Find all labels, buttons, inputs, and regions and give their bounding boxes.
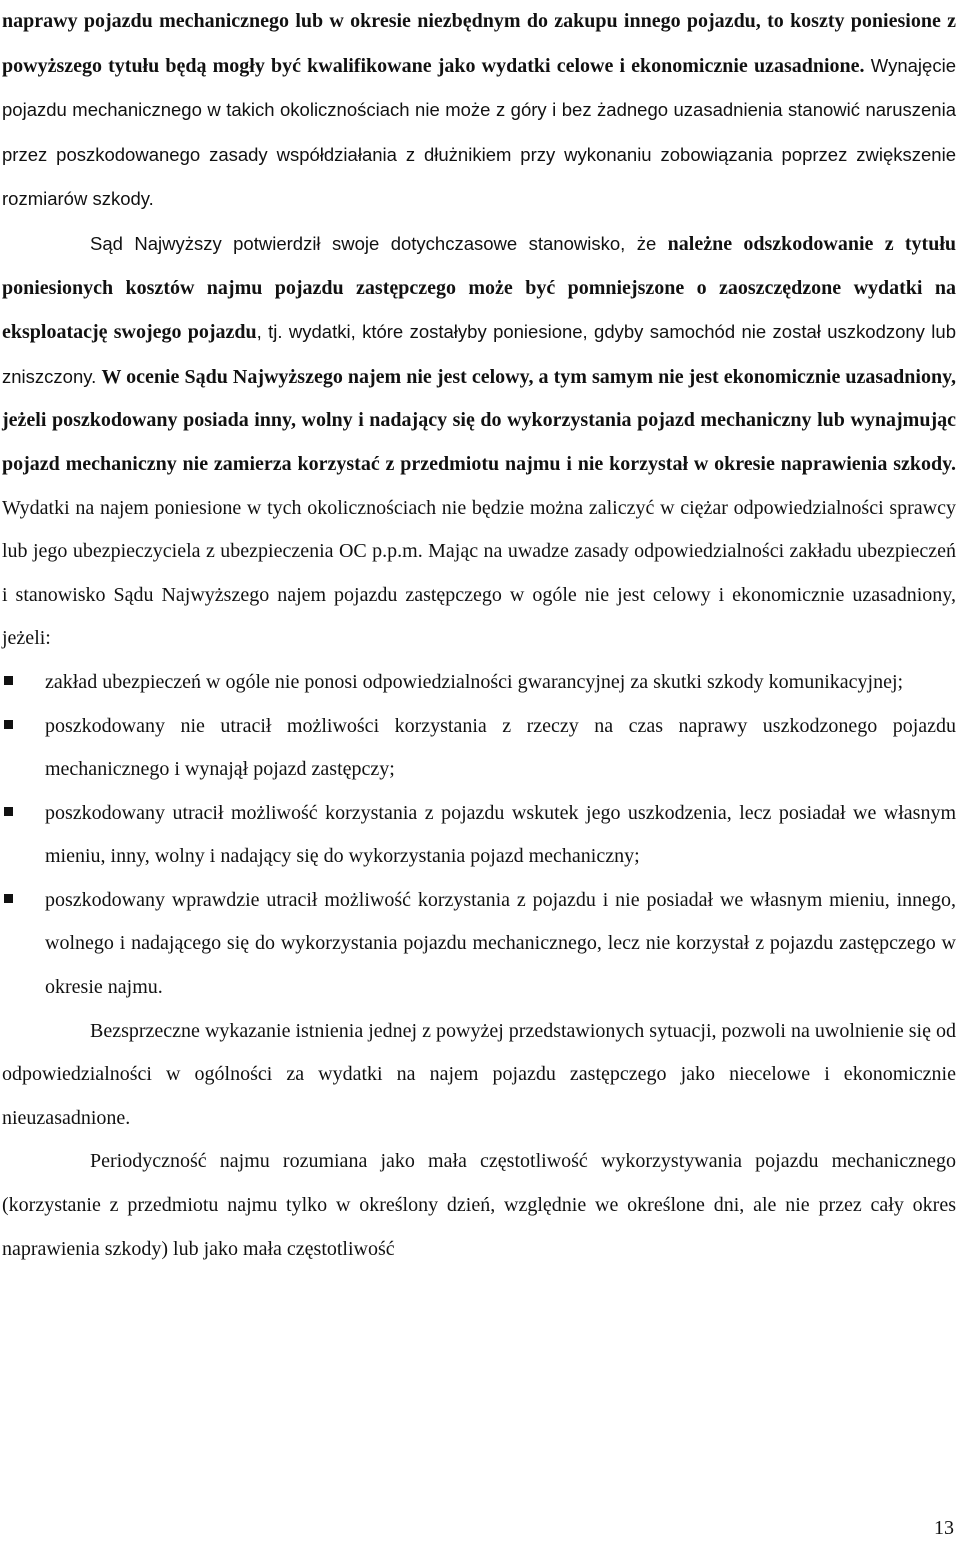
page-number: 13	[934, 1517, 954, 1539]
list-item	[2, 705, 956, 792]
bold-text: naprawy pojazdu mechanicznego lub w okresie niezbędnym do zakupu innego pojazdu, to koszty poniesione z powyższego tytułu będą mogły być kwalifikowane jako wydatki celowe i ekonomicznie uzasadnione.	[2, 10, 956, 77]
sans-text: Wynajęcie pojazdu mechanicznego w takich okolicznościach nie może z góry i bez żadnego uzasadnienia stanowić naruszenia przez poszkodowanego zasady współdziałania z dłużnikiem przy wykonaniu zobowiązania poprzez zwiększenie rozmiarów szkody.	[2, 54, 956, 210]
list-item-text: poszkodowany wprawdzie utracił możliwość korzystania z pojazdu i nie posiadał we własnym mieniu, innego, wolnego i nadającego się do wykorzystania pojazdu mechanicznego, lecz nie korzystał z pojazdu zastępczego w okresie najmu.	[45, 888, 956, 999]
square-bullet-icon	[4, 720, 13, 729]
paragraph-3: Bezsprzeczne wykazanie istnienia jednej z powyżej przedstawionych sytuacji, pozwoli na uwolnienie się od odpowiedzialności w ogólności za wydatki na najem pojazdu zastępczego jako niecelowe i ekonomicznie nieuzasadnione.	[2, 1019, 956, 1129]
paragraph-4: Periodyczność najmu rozumiana jako mała częstotliwość wykorzystywania pojazdu mechanicznego (korzystanie z przedmiotu najmu tylko w określony dzień, względnie we określone dni, ale nie przez cały okres naprawienia szkody) lub jako mała częstotliwość	[2, 1150, 956, 1260]
square-bullet-icon	[4, 894, 13, 903]
bold-text: należne odszkodowanie z tytułu poniesionych kosztów najmu pojazdu zastępczego może być pomniejszone o zaoszczędzone wydatki na eksploatację swojego pojazdu	[2, 232, 957, 344]
paragraph-1	[2, 0, 956, 222]
sans-text: , tj. wydatki, które zostałyby poniesione, gdyby samochód nie został uszkodzony lub zniszczony.	[2, 321, 956, 387]
regular-text: Wydatki na najem poniesione w tych okolicznościach nie będzie można zaliczyć w ciężar odpowiedzialności sprawcy lub jego ubezpieczyciela z ubezpieczenia OC p.p.m. Mając na uwadze zasady odpowiedzialności zakładu ubezpieczeń i stanowisko Sądu Najwyższego najem pojazdu zastępczego w ogóle nie jest celowy i ekonomicznie uzasadniony, jeżeli:	[2, 496, 956, 650]
list-item-text: poszkodowany utracił możliwość korzystania z pojazdu wskutek jego uszkodzenia, lecz posiadał we własnym mieniu, inny, wolny i nadający się do wykorzystania pojazd mechaniczny;	[45, 801, 956, 868]
list-item	[2, 661, 956, 705]
list-item-text: poszkodowany nie utracił możliwości korzystania z rzeczy na czas naprawy uszkodzonego pojazdu mechanicznego i wynajął pojazd zastępczy;	[45, 714, 956, 781]
conditions-list	[2, 661, 956, 1010]
sans-text: Sąd Najwyższy potwierdził swoje dotychczasowe stanowisko, że	[90, 232, 668, 254]
body-text	[2, 0, 956, 1271]
paragraph-2	[2, 222, 956, 661]
square-bullet-icon	[4, 807, 13, 816]
bold-text: W ocenie Sądu Najwyższego najem nie jest celowy, a tym samym nie jest ekonomicznie uzasadniony, jeżeli poszkodowany posiada inny, wolny i nadający się do wykorzystania pojazd mechaniczny lub wynajmując pojazd mechaniczny nie zamierza korzystać z przedmiotu najmu i nie korzystał w okresie naprawienia szkody.	[2, 365, 956, 475]
list-item-text: zakład ubezpieczeń w ogóle nie ponosi odpowiedzialności gwarancyjnej za skutki szkody komunikacyjnej;	[45, 670, 904, 693]
list-item	[2, 879, 956, 1010]
square-bullet-icon	[4, 676, 13, 685]
list-item	[2, 792, 956, 879]
